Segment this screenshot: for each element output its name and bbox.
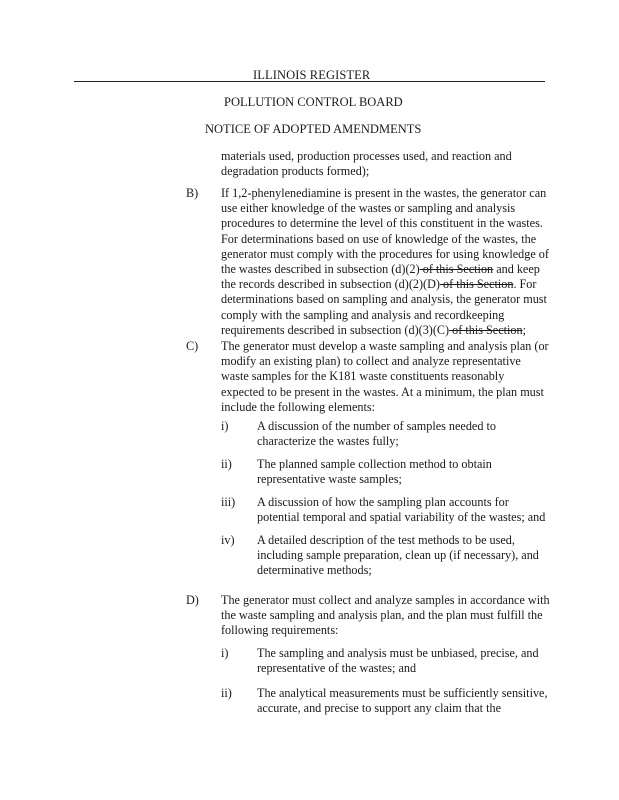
struck-text: of this Section (449, 322, 523, 337)
text-line (221, 277, 549, 292)
subitem-marker: i) (221, 646, 229, 660)
item-marker-c: C) (186, 339, 199, 353)
text-line: use either knowledge of the wastes or sampling and analysis (221, 201, 516, 216)
subitem-text (257, 686, 548, 716)
text-line: A detailed description of the test methods to be used, (257, 533, 515, 547)
item-b-text (221, 186, 549, 338)
text-line: the waste sampling and analysis plan, and the plan must fulfill the (221, 608, 543, 623)
item-d-text (221, 593, 550, 639)
text-line: characterize the wastes fully; (257, 434, 399, 449)
text-line: representative waste samples; (257, 472, 402, 487)
text-line: The analytical measurements must be sufficiently sensitive, (257, 686, 548, 700)
text-line: generator must comply with the procedures for using knowledge of (221, 246, 549, 261)
subitem-text (257, 533, 539, 579)
text-line: potential temporal and spatial variability of the wastes; and (257, 510, 546, 525)
text-line: waste samples for the K181 waste constituents reasonably (221, 369, 505, 384)
text-line: The generator must develop a waste sampling and analysis plan (or (221, 339, 549, 353)
notice-title: NOTICE OF ADOPTED AMENDMENTS (205, 122, 422, 136)
text-line: representative of the wastes; and (257, 661, 417, 676)
text-segment: and keep (493, 262, 540, 277)
board-name: POLLUTION CONTROL BOARD (224, 95, 403, 109)
text-line: modify an existing plan) to collect and analyze representative (221, 354, 521, 369)
subitem-marker: iii) (221, 495, 236, 509)
struck-text: of this Section (419, 262, 494, 277)
text-line (221, 323, 549, 338)
text-line: The planned sample collection method to obtain (257, 457, 492, 471)
subitem-marker: ii) (221, 686, 232, 700)
subitem-text (257, 495, 545, 525)
page-header-title: ILLINOIS REGISTER (253, 68, 371, 82)
text-line: A discussion of how the sampling plan accounts for (257, 495, 509, 509)
text-line: A discussion of the number of samples needed to (257, 419, 496, 433)
intro-continuation (221, 149, 512, 179)
text-line: The sampling and analysis must be unbiased, precise, and (257, 646, 539, 660)
subitem-text (257, 419, 496, 449)
item-c-text (221, 339, 549, 415)
subitem-marker: i) (221, 419, 229, 433)
header-rule (74, 81, 545, 82)
text-line: determinative methods; (257, 563, 372, 578)
text-line: including sample preparation, clean up (if necessary), and (257, 548, 539, 563)
text-segment: the records described in subsection (d)(2)(D) (221, 277, 440, 292)
text-line: If 1,2-phenylenediamine is present in the wastes, the generator can (221, 186, 547, 200)
subitem-marker: ii) (221, 457, 232, 471)
text-line: degradation products formed); (221, 164, 370, 179)
text-line: procedures to determine the level of this constituent in the wastes. (221, 216, 543, 231)
text-line: The generator must collect and analyze samples in accordance with (221, 593, 550, 607)
text-line: comply with the sampling and analysis and recordkeeping (221, 307, 505, 322)
text-line: include the following elements: (221, 399, 375, 414)
text-line: materials used, production processes used, and reaction and (221, 149, 512, 163)
text-line (221, 262, 549, 277)
text-segment: requirements described in subsection (d)(3)(C) (221, 322, 450, 337)
item-marker-d: D) (186, 593, 199, 607)
text-segment: the wastes described in subsection (d)(2) (221, 262, 420, 277)
subitem-text (257, 646, 539, 676)
text-segment: . For (513, 277, 537, 292)
text-line: following requirements: (221, 623, 339, 638)
item-marker-b: B) (186, 186, 199, 200)
text-line: expected to be present in the wastes. At a minimum, the plan must (221, 384, 544, 399)
text-line: For determinations based on use of knowledge of the wastes, the (221, 231, 537, 246)
subitem-text (257, 457, 492, 487)
subitem-marker: iv) (221, 533, 235, 547)
struck-text: of this Section (439, 277, 514, 292)
text-segment: ; (522, 322, 526, 337)
text-line: accurate, and precise to support any claim that the (257, 701, 501, 716)
text-line: determinations based on sampling and analysis, the generator must (221, 292, 547, 307)
